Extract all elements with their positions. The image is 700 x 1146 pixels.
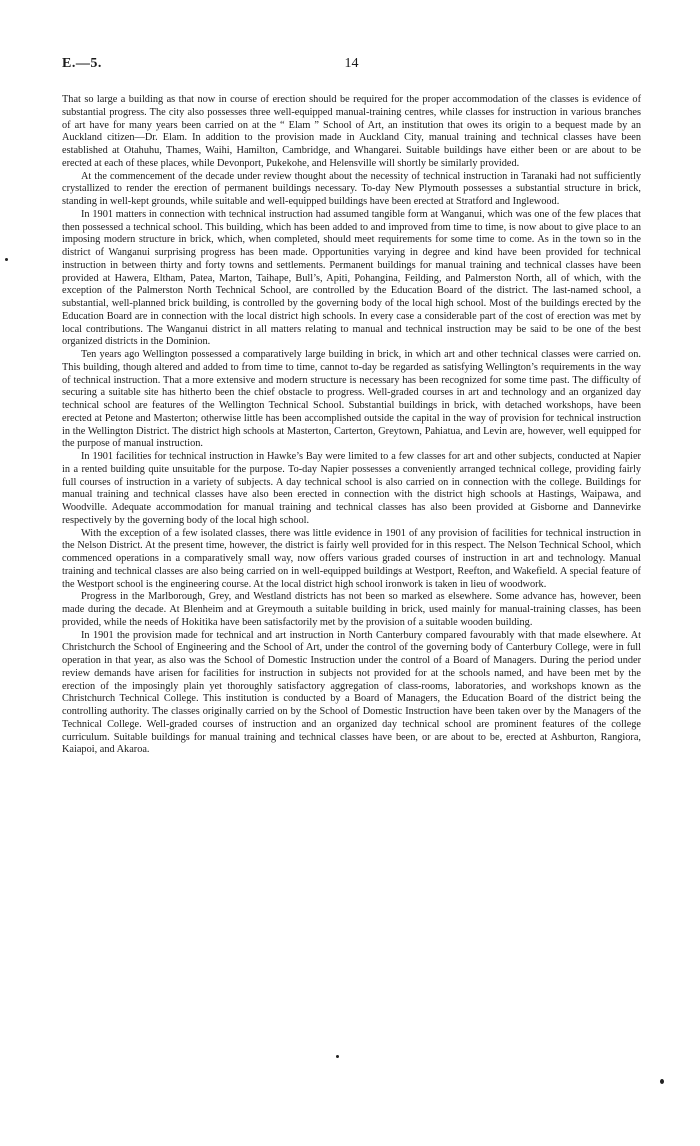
page-number: 14 [344, 56, 359, 71]
paragraph-marlborough-grey-westland: Progress in the Marlborough, Grey, and Westland districts has not been so marked as elsewhere. Some advance has, however, been made during the decade. At Blenheim and at Greymouth a suitable building in brick, used mainly for manual-training classes, has been provided, while the needs of Hokitika have been satisfactorily met by the provision of a suitable wooden building. [62, 591, 641, 628]
scan-speck-bottom [336, 1055, 339, 1058]
paragraph-wanganui: In 1901 matters in connection with technical instruction had assumed tangible form at Wanganui, which was one of the few places that then possessed a technical school. This building, which has been added to and improved from time to time, is now about to give place to an imposing modern structure in brick, which, when completed, should meet requirements for some time to come. As in the town so in the district of Wanganui surprising progress has been made. Opportunities varying in degree and kind have been provided for technical instruction in between thirty and forty towns and settlements. Permanent buildings for manual training and technical classes have been provided at Hawera, Eltham, Patea, Marton, Taihape, Bull’s, Apiti, Pohangina, Feilding, and Palmerston North, all of which, with the exception of the Palmerston North Technical School, are controlled by the Education Board of the district. The last-named school, a substantial, well-planned brick building, is controlled by the governing body of the local high school. Most of the buildings erected by the Education Board are in connection with the local district high schools. In every case a considerable part of the cost of erection was met by local contributions. The Wanganui district in all matters relating to manual and technical instruction may be said to be one of the best organized districts in the Dominion. [62, 208, 641, 348]
paragraph-hawkes-bay: In 1901 facilities for technical instruction in Hawke’s Bay were limited to a few classes for art and other subjects, conducted at Napier in a rented building quite unsuitable for the purpose. To-day Napier possesses a conveniently arranged technical college, providing fairly full courses of instruction in a variety of subjects. A day technical school is also carried on in connection with the college. Buildings for manual training and technical classes have also been erected in connection with the district high schools at Hastings, Waipawa, and Woodville. Adequate accommodation for manual training and technical classes has also been provided at Gisborne and Dannevirke respectively by the governing body of the local high school. [62, 451, 641, 526]
paragraph-wellington: Ten years ago Wellington possessed a comparatively large building in brick, in which art and other technical classes were carried on. This building, though altered and added to from time to time, cannot to-day be regarded as satisfying Wellington’s requirements in the way of technical instruction. That a more extensive and modern structure is necessary has been recognized for some time past. The difficulty of securing a suitable site has hitherto been the chief obstacle to progress. Well-graded courses in art and technology and an organized day technical school are features of the Wellington Technical School. Substantial buildings in brick, with detached workshops, have been erected at Petone and Masterton; otherwise little has been accomplished outside the capital in the way of provision for technical instruction in the Wellington District. The district high schools at Masterton, Carterton, Greytown, Pahiatua, and Levin are, however, well equipped for the purpose of manual instruction. [62, 349, 641, 450]
scan-speck-left [5, 258, 8, 261]
paragraph-auckland: That so large a building as that now in course of erection should be required for the proper accommodation of the classes is evidence of substantial progress. The city also possesses three well-equipped manual-training centres, while classes for instruction in various branches of art have for many years been carried on at the “ Elam ” School of Art, an institution that owes its origin to a bequest made by an Auckland citizen—Dr. Elam. In addition to the provision made in Auckland City, manual training and technical classes have been established at Otahuhu, Thames, Waihi, Hamilton, Cambridge, and Whangarei. Suitable buildings have either been or are about to be erected at each of these places, while Devonport, Pukekohe, and Helensville will shortly be similarly provided. [62, 94, 641, 169]
paragraph-north-canterbury: In 1901 the provision made for technical and art instruction in North Canterbury compared favourably with that made elsewhere. At Christchurch the School of Engineering and the School of Art, under the control of the governing body of Canterbury College, were in full operation in that year, as also was the School of Domestic Instruction under the control of a Board of Managers. During the period under review demands have arisen for facilities for instruction in subjects not provided for at the schools named, and have been met by the erection of the imposingly plain yet thoroughly satisfactory aggregation of class-rooms, laboratories, and workshops known as the Christchurch Technical College. This institution is conducted by a Board of Managers, the Education Board of the district being the controlling authority. The classes originally carried on by the School of Domestic Instruction have been taken over by the Managers of the Technical College. Well-graded courses of instruction and an organized day technical school are prominent features of the college curriculum. Suitable buildings for manual training and technical classes have been, or are about to be, erected at Ashburton, Rangiora, Kaiapoi, and Akaroa. [62, 629, 641, 756]
page-header [62, 56, 641, 78]
document-reference: E.—5. [62, 56, 102, 71]
document-page [62, 56, 641, 757]
paragraph-nelson: With the exception of a few isolated classes, there was little evidence in 1901 of any provision of facilities for technical instruction in the Nelson District. At the present time, however, the district is fairly well provided for in this respect. The Nelson Technical School, which commenced operations in a comparatively small way, now offers various graded courses of instruction in art and technology. Manual training and technical classes are also being carried on in well-equipped buildings at Westport, Reefton, and Wakefield. A special feature of the Westport school is the engineering course. At the local district high school ironwork is taken in lieu of woodwork. [62, 527, 641, 590]
scan-speck-right [660, 1079, 664, 1084]
body-text [62, 94, 641, 757]
paragraph-taranaki: At the commencement of the decade under review thought about the necessity of technical instruction in Taranaki had not sufficiently crystallized to render the erection of permanent buildings necessary. To-day New Plymouth possesses a substantial structure in brick, standing in well-kept grounds, while suitable and well-equipped buildings have been erected at Stratford and Inglewood. [62, 170, 641, 207]
